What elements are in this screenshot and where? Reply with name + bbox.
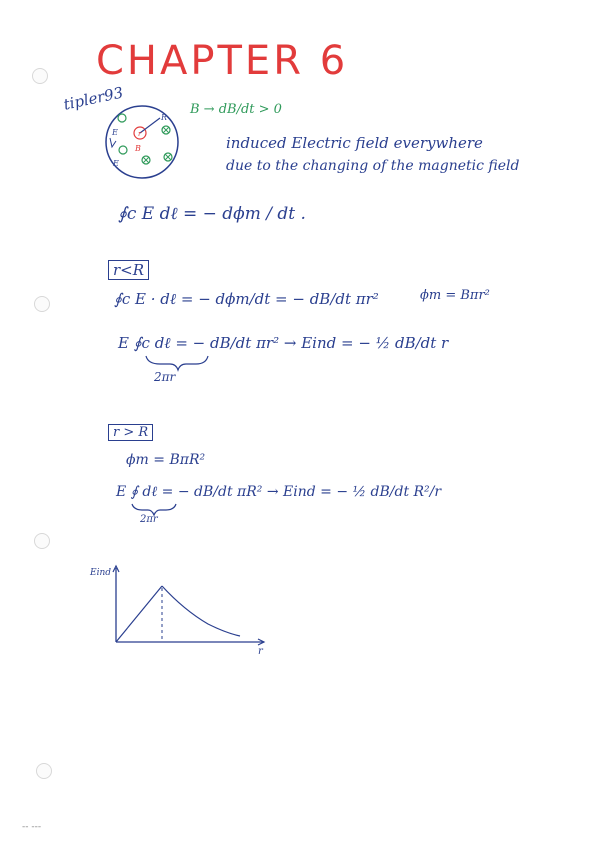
diagram-label-B: B xyxy=(135,144,141,153)
case-inside-flux: ϕm = Bπr² xyxy=(420,288,490,303)
case-outside-label: r > R xyxy=(108,424,153,441)
diagram-label-E2: E xyxy=(113,159,119,168)
graph-decay-curve xyxy=(162,586,240,636)
intro-line-1: induced Electric field everywhere xyxy=(226,134,483,152)
diagram-label-r: r xyxy=(138,130,142,138)
underbrace-outside-label: 2πr xyxy=(140,514,158,525)
diagram-label-R: R xyxy=(161,113,168,122)
case-inside-eq1: ∮c E · dℓ = − dϕm/dt = − dB/dt πr² xyxy=(114,290,379,308)
case-inside-eq2: E ∮c dℓ = − dB/dt πr² → Eind = − ½ dB/dt r xyxy=(118,334,449,352)
underbrace-inside-label: 2πr xyxy=(154,370,176,384)
footer-mark: -- --- xyxy=(22,822,42,832)
graph-linear-segment xyxy=(116,586,162,642)
intro-condition: B → dB/dt > 0 xyxy=(190,102,282,117)
page-title: CHAPTER 6 xyxy=(96,38,349,84)
case-inside-label: r<R xyxy=(108,260,149,280)
intro-line-2: due to the changing of the magnetic field xyxy=(226,158,520,174)
diagram-label-E1: E xyxy=(112,128,118,137)
case-outside-eq: E ∮ dℓ = − dB/dt πR² → Eind = − ½ dB/dt R²/r xyxy=(116,484,442,500)
faraday-law: ∮c E dℓ = − dϕm / dt . xyxy=(118,204,306,224)
graph-ylabel: Eind xyxy=(90,568,112,578)
graph-xlabel: r xyxy=(258,646,263,657)
source-tag: tipler93 xyxy=(62,83,125,114)
case-outside-flux: ϕm = BπR² xyxy=(126,452,206,468)
